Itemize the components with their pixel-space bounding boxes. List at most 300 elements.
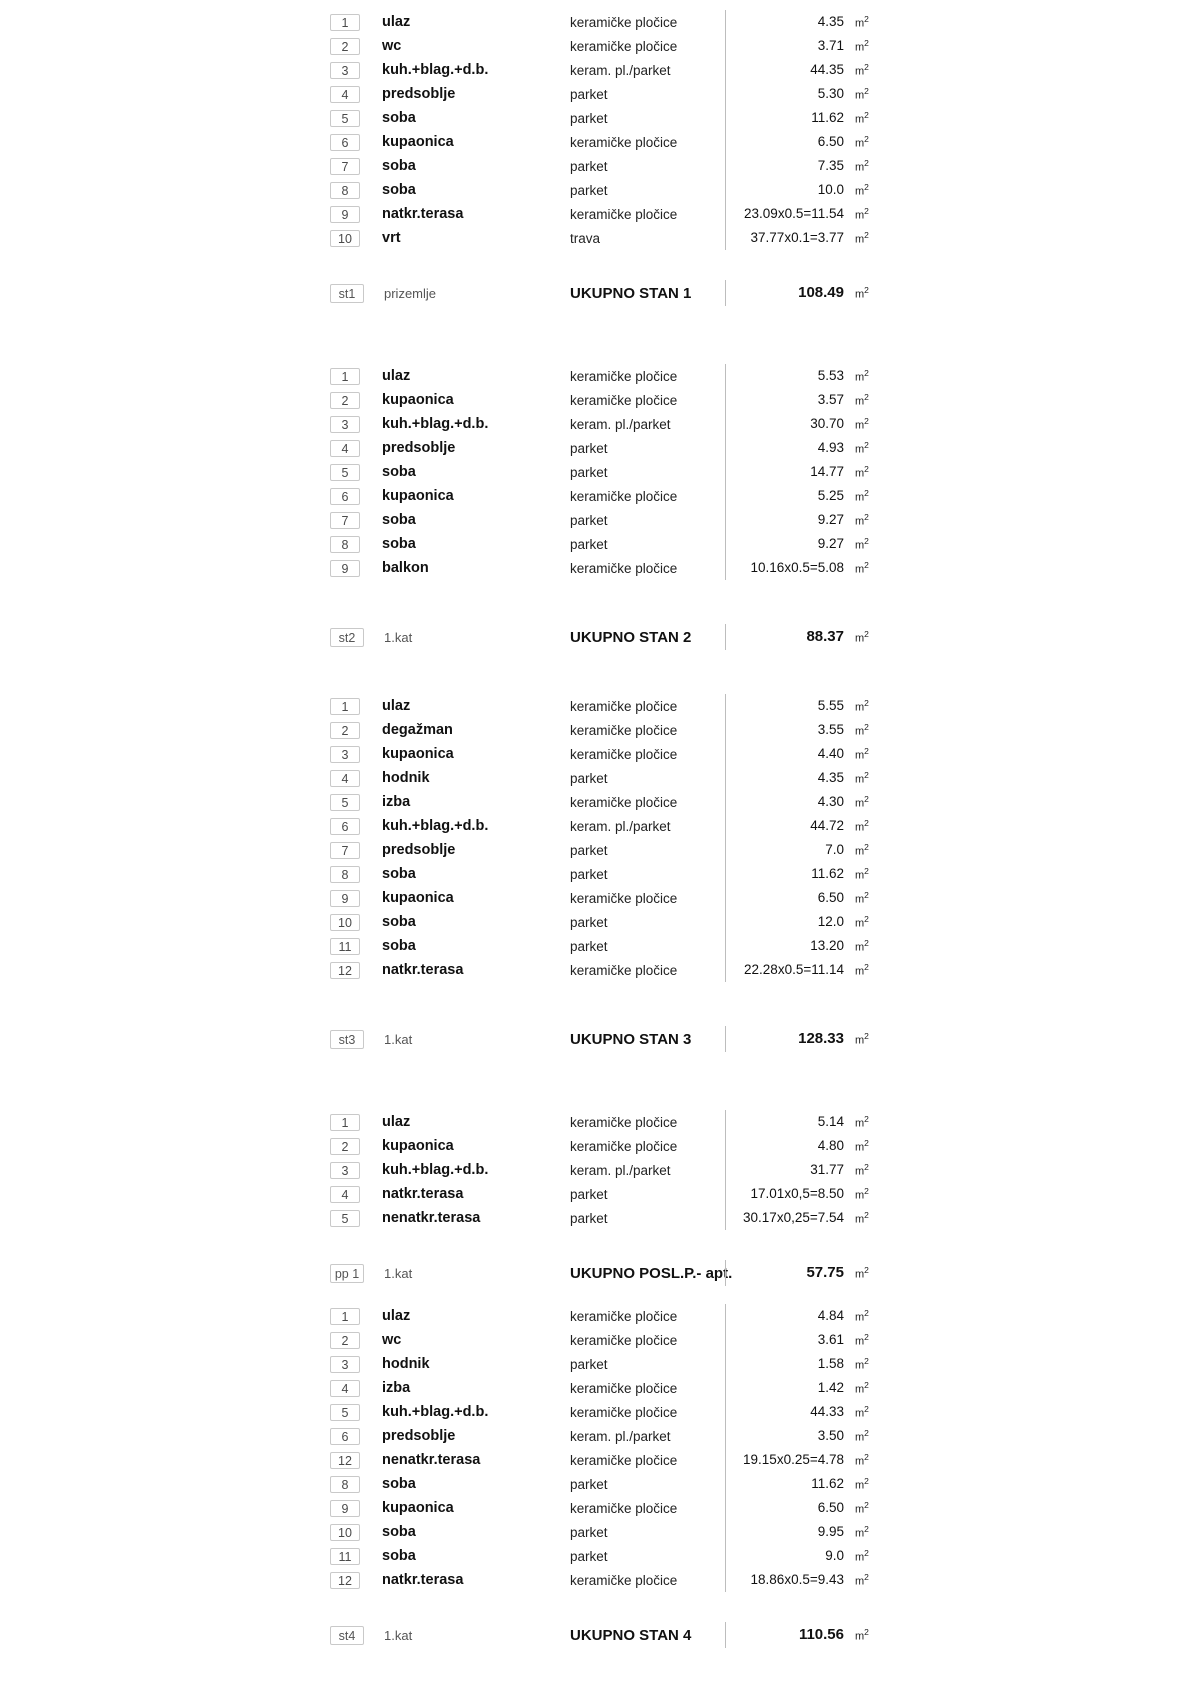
apartment-block — [330, 694, 1200, 1052]
room-row — [330, 508, 1200, 532]
area-unit: $m^2$ — [855, 368, 869, 384]
room-name: ulaz — [382, 368, 411, 384]
room-row — [330, 1496, 1200, 1520]
area-unit: $m^2$ — [855, 182, 869, 198]
room-name: degažman — [382, 722, 453, 738]
business-space-block — [330, 1110, 1200, 1286]
room-finish: parket — [570, 512, 608, 528]
spacer — [330, 982, 1200, 1026]
room-number: 8 — [330, 182, 360, 199]
room-finish: keramičke pločice — [570, 14, 678, 30]
area-unit: $m^2$ — [855, 1308, 869, 1324]
room-name: natkr.terasa — [382, 1186, 464, 1202]
room-finish: parket — [570, 464, 608, 480]
room-row — [330, 412, 1200, 436]
room-area: 6.50 — [725, 130, 850, 154]
room-area: 11.62 — [725, 862, 850, 886]
area-unit: $m^2$ — [855, 629, 869, 645]
room-name: soba — [382, 512, 416, 528]
room-finish: keramičke pločice — [570, 392, 678, 408]
area-unit: $m^2$ — [855, 1031, 869, 1047]
business-space-floor: 1.kat — [384, 1265, 413, 1281]
room-row — [330, 1520, 1200, 1544]
room-row — [330, 886, 1200, 910]
area-unit: $m^2$ — [855, 962, 869, 978]
apartment-total-label: UKUPNO STAN 4 — [570, 1626, 692, 1644]
room-row — [330, 484, 1200, 508]
room-number: 3 — [330, 62, 360, 79]
room-finish: keramičke pločice — [570, 1332, 678, 1348]
room-number: 5 — [330, 1404, 360, 1421]
spacer — [330, 1592, 1200, 1622]
room-area: 11.62 — [725, 106, 850, 130]
room-row — [330, 388, 1200, 412]
room-number: 7 — [330, 158, 360, 175]
room-area: 5.14 — [725, 1110, 850, 1134]
area-unit: $m^2$ — [855, 110, 869, 126]
apartment-code: st2 — [330, 628, 364, 647]
area-unit: $m^2$ — [855, 770, 869, 786]
spacer — [330, 580, 1200, 624]
apartment-floor: 1.kat — [384, 629, 413, 645]
area-unit: $m^2$ — [855, 1548, 869, 1564]
business-space-code: pp 1 — [330, 1264, 364, 1283]
apartment-block — [330, 364, 1200, 650]
room-area: 6.50 — [725, 886, 850, 910]
room-area: 4.30 — [725, 790, 850, 814]
room-row — [330, 1182, 1200, 1206]
room-finish: keramičke pločice — [570, 134, 678, 150]
room-finish: parket — [570, 770, 608, 786]
room-name: izba — [382, 794, 411, 810]
room-row — [330, 82, 1200, 106]
room-name: natkr.terasa — [382, 206, 464, 222]
room-number: 10 — [330, 1524, 360, 1541]
room-name: nenatkr.terasa — [382, 1210, 481, 1226]
room-row — [330, 1304, 1200, 1328]
area-unit: $m^2$ — [855, 86, 869, 102]
room-number: 10 — [330, 230, 360, 247]
business-space-total-row — [330, 1260, 1200, 1286]
room-number: 3 — [330, 1162, 360, 1179]
spacer — [330, 250, 1200, 280]
apartment-code: st1 — [330, 284, 364, 303]
spacer — [330, 650, 1200, 694]
room-finish: keramičke pločice — [570, 746, 678, 762]
room-number: 9 — [330, 560, 360, 577]
apartment-total-area: 108.49 — [725, 280, 850, 306]
room-area: 6.50 — [725, 1496, 850, 1520]
room-row — [330, 58, 1200, 82]
room-finish: parket — [570, 110, 608, 126]
spacer — [330, 1230, 1200, 1260]
room-name: soba — [382, 536, 416, 552]
room-finish: parket — [570, 1210, 608, 1226]
room-area: 9.95 — [725, 1520, 850, 1544]
room-area: 30.17x0,25=7.54 — [725, 1206, 850, 1230]
room-number: 9 — [330, 206, 360, 223]
room-finish: keram. pl./parket — [570, 1162, 671, 1178]
room-area: 3.55 — [725, 718, 850, 742]
area-unit: $m^2$ — [855, 698, 869, 714]
room-area: 12.0 — [725, 910, 850, 934]
room-number: 11 — [330, 938, 360, 955]
room-area: 5.25 — [725, 484, 850, 508]
room-area: 23.09x0.5=11.54 — [725, 202, 850, 226]
room-area: 1.42 — [725, 1376, 850, 1400]
room-finish: keramičke pločice — [570, 1380, 678, 1396]
room-area: 22.28x0.5=11.14 — [725, 958, 850, 982]
area-unit: $m^2$ — [855, 842, 869, 858]
room-area: 4.80 — [725, 1134, 850, 1158]
room-number: 1 — [330, 1308, 360, 1325]
room-area: 3.71 — [725, 34, 850, 58]
room-name: kupaonica — [382, 746, 454, 762]
room-finish: keram. pl./parket — [570, 1428, 671, 1444]
room-area: 37.77x0.1=3.77 — [725, 226, 850, 250]
room-number: 5 — [330, 794, 360, 811]
room-finish: trava — [570, 230, 601, 246]
room-number: 1 — [330, 698, 360, 715]
room-area: 44.33 — [725, 1400, 850, 1424]
room-finish: keram. pl./parket — [570, 62, 671, 78]
area-unit: $m^2$ — [855, 818, 869, 834]
room-area: 7.0 — [725, 838, 850, 862]
room-finish: parket — [570, 440, 608, 456]
room-finish: keramičke pločice — [570, 962, 678, 978]
area-unit: $m^2$ — [855, 285, 869, 301]
area-unit: $m^2$ — [855, 1627, 869, 1643]
room-area: 5.30 — [725, 82, 850, 106]
room-row — [330, 1472, 1200, 1496]
room-name: kupaonica — [382, 488, 454, 504]
room-name: ulaz — [382, 1114, 411, 1130]
room-area: 3.57 — [725, 388, 850, 412]
room-number: 4 — [330, 770, 360, 787]
room-name: kupaonica — [382, 890, 454, 906]
room-name: soba — [382, 182, 416, 198]
room-finish: parket — [570, 158, 608, 174]
room-finish: parket — [570, 1186, 608, 1202]
room-name: soba — [382, 1524, 416, 1540]
room-area: 3.50 — [725, 1424, 850, 1448]
room-finish: keram. pl./parket — [570, 416, 671, 432]
room-name: balkon — [382, 560, 429, 576]
room-number: 9 — [330, 890, 360, 907]
room-number: 6 — [330, 1428, 360, 1445]
room-name: kupaonica — [382, 392, 454, 408]
room-finish: parket — [570, 1524, 608, 1540]
room-row — [330, 460, 1200, 484]
room-row — [330, 1376, 1200, 1400]
room-number: 1 — [330, 1114, 360, 1131]
room-number: 3 — [330, 746, 360, 763]
room-name: predsoblje — [382, 440, 456, 456]
room-row — [330, 1328, 1200, 1352]
spacer — [330, 306, 1200, 364]
room-number: 6 — [330, 818, 360, 835]
room-finish: parket — [570, 938, 608, 954]
room-number: 11 — [330, 1548, 360, 1565]
room-row — [330, 1352, 1200, 1376]
room-row — [330, 178, 1200, 202]
room-finish: keramičke pločice — [570, 206, 678, 222]
area-unit: $m^2$ — [855, 1476, 869, 1492]
room-number: 4 — [330, 86, 360, 103]
apartment-block — [330, 1304, 1200, 1648]
room-finish: parket — [570, 866, 608, 882]
room-number: 8 — [330, 866, 360, 883]
area-unit: $m^2$ — [855, 1572, 869, 1588]
area-unit: $m^2$ — [855, 1186, 869, 1202]
room-area: 4.40 — [725, 742, 850, 766]
area-unit: $m^2$ — [855, 1114, 869, 1130]
room-finish: keramičke pločice — [570, 1114, 678, 1130]
room-name: soba — [382, 938, 416, 954]
room-row — [330, 694, 1200, 718]
room-area: 31.77 — [725, 1158, 850, 1182]
room-finish: parket — [570, 842, 608, 858]
room-finish: keramičke pločice — [570, 1452, 678, 1468]
room-number: 12 — [330, 962, 360, 979]
room-finish: keramičke pločice — [570, 698, 678, 714]
room-area: 5.53 — [725, 364, 850, 388]
room-row — [330, 862, 1200, 886]
room-number: 3 — [330, 416, 360, 433]
room-name: natkr.terasa — [382, 962, 464, 978]
room-finish: parket — [570, 1548, 608, 1564]
room-area: 4.84 — [725, 1304, 850, 1328]
area-unit: $m^2$ — [855, 158, 869, 174]
apartment-total-row — [330, 280, 1200, 306]
room-name: kuh.+blag.+d.b. — [382, 818, 489, 834]
apartment-total-row — [330, 624, 1200, 650]
room-number: 7 — [330, 512, 360, 529]
room-finish: keramičke pločice — [570, 1404, 678, 1420]
room-row — [330, 838, 1200, 862]
area-unit: $m^2$ — [855, 1404, 869, 1420]
room-area: 7.35 — [725, 154, 850, 178]
room-finish: keramičke pločice — [570, 794, 678, 810]
area-unit: $m^2$ — [855, 1500, 869, 1516]
area-unit: $m^2$ — [855, 1524, 869, 1540]
area-unit: $m^2$ — [855, 1332, 869, 1348]
room-name: predsoblje — [382, 842, 456, 858]
apartment-floor: 1.kat — [384, 1627, 413, 1643]
spacer — [330, 1286, 1200, 1304]
room-area: 19.15x0.25=4.78 — [725, 1448, 850, 1472]
area-unit: $m^2$ — [855, 1265, 869, 1281]
room-finish: keramičke pločice — [570, 1138, 678, 1154]
room-finish: keram. pl./parket — [570, 818, 671, 834]
room-row — [330, 202, 1200, 226]
room-number: 2 — [330, 722, 360, 739]
room-area: 44.35 — [725, 58, 850, 82]
room-name: nenatkr.terasa — [382, 1452, 481, 1468]
room-area: 4.93 — [725, 436, 850, 460]
room-area: 44.72 — [725, 814, 850, 838]
apartment-total-area: 110.56 — [725, 1622, 850, 1648]
room-finish: parket — [570, 914, 608, 930]
room-row — [330, 766, 1200, 790]
area-unit: $m^2$ — [855, 440, 869, 456]
room-name: vrt — [382, 230, 401, 246]
room-row — [330, 1568, 1200, 1592]
room-row — [330, 1134, 1200, 1158]
room-row — [330, 106, 1200, 130]
apartment-total-row — [330, 1026, 1200, 1052]
room-finish: parket — [570, 1476, 608, 1492]
apartment-total-area: 128.33 — [725, 1026, 850, 1052]
room-name: soba — [382, 1476, 416, 1492]
apartment-code: st3 — [330, 1030, 364, 1049]
room-name: soba — [382, 1548, 416, 1564]
area-unit: $m^2$ — [855, 1162, 869, 1178]
business-space-total-area: 57.75 — [725, 1260, 850, 1286]
room-finish: parket — [570, 1356, 608, 1372]
room-row — [330, 1206, 1200, 1230]
room-row — [330, 790, 1200, 814]
room-name: soba — [382, 866, 416, 882]
room-number: 1 — [330, 14, 360, 31]
room-name: kupaonica — [382, 1138, 454, 1154]
room-number: 6 — [330, 134, 360, 151]
room-row — [330, 934, 1200, 958]
room-number: 1 — [330, 368, 360, 385]
room-row — [330, 532, 1200, 556]
area-unit: $m^2$ — [855, 62, 869, 78]
room-finish: keramičke pločice — [570, 38, 678, 54]
apartment-code: st4 — [330, 1626, 364, 1645]
room-name: wc — [382, 1332, 402, 1348]
area-unit: $m^2$ — [855, 560, 869, 576]
area-unit: $m^2$ — [855, 206, 869, 222]
area-unit: $m^2$ — [855, 890, 869, 906]
room-number: 12 — [330, 1572, 360, 1589]
area-unit: $m^2$ — [855, 1138, 869, 1154]
room-area: 10.0 — [725, 178, 850, 202]
room-area: 17.01x0,5=8.50 — [725, 1182, 850, 1206]
room-area: 1.58 — [725, 1352, 850, 1376]
room-finish: keramičke pločice — [570, 890, 678, 906]
room-area: 9.0 — [725, 1544, 850, 1568]
room-number: 5 — [330, 1210, 360, 1227]
room-area: 5.55 — [725, 694, 850, 718]
room-number: 2 — [330, 38, 360, 55]
room-name: ulaz — [382, 698, 411, 714]
area-unit: $m^2$ — [855, 134, 869, 150]
room-number: 5 — [330, 464, 360, 481]
apartment-total-label: UKUPNO STAN 1 — [570, 284, 692, 302]
area-unit: $m^2$ — [855, 1380, 869, 1396]
apartment-floor: 1.kat — [384, 1031, 413, 1047]
area-unit: $m^2$ — [855, 38, 869, 54]
room-finish: keramičke pločice — [570, 1500, 678, 1516]
room-name: kupaonica — [382, 1500, 454, 1516]
room-name: kuh.+blag.+d.b. — [382, 62, 489, 78]
room-name: natkr.terasa — [382, 1572, 464, 1588]
room-row — [330, 154, 1200, 178]
room-row — [330, 814, 1200, 838]
room-row — [330, 742, 1200, 766]
room-row — [330, 718, 1200, 742]
area-unit: $m^2$ — [855, 914, 869, 930]
room-finish: keramičke pločice — [570, 1308, 678, 1324]
room-number: 2 — [330, 1138, 360, 1155]
room-finish: keramičke pločice — [570, 1572, 678, 1588]
room-row — [330, 958, 1200, 982]
room-row — [330, 910, 1200, 934]
area-unit: $m^2$ — [855, 866, 869, 882]
room-name: soba — [382, 158, 416, 174]
room-finish: parket — [570, 536, 608, 552]
room-number: 4 — [330, 1186, 360, 1203]
room-name: kuh.+blag.+d.b. — [382, 1162, 489, 1178]
room-area: 4.35 — [725, 766, 850, 790]
room-row — [330, 1400, 1200, 1424]
room-name: hodnik — [382, 770, 430, 786]
apartment-total-label: UKUPNO STAN 2 — [570, 628, 692, 646]
area-unit: $m^2$ — [855, 230, 869, 246]
room-area: 4.35 — [725, 10, 850, 34]
room-finish: keramičke pločice — [570, 560, 678, 576]
room-number: 10 — [330, 914, 360, 931]
area-unit: $m^2$ — [855, 1210, 869, 1226]
room-row — [330, 436, 1200, 460]
room-area: 9.27 — [725, 532, 850, 556]
room-name: kupaonica — [382, 134, 454, 150]
room-number: 12 — [330, 1452, 360, 1469]
room-finish: parket — [570, 182, 608, 198]
apartment-total-row — [330, 1622, 1200, 1648]
room-name: kuh.+blag.+d.b. — [382, 1404, 489, 1420]
room-finish: parket — [570, 86, 608, 102]
area-unit: $m^2$ — [855, 1452, 869, 1468]
area-unit: $m^2$ — [855, 536, 869, 552]
business-space-total-label: UKUPNO POSL.P.- apt. — [570, 1264, 733, 1282]
room-row — [330, 364, 1200, 388]
area-unit: $m^2$ — [855, 722, 869, 738]
room-name: predsoblje — [382, 1428, 456, 1444]
room-finish: keramičke pločice — [570, 368, 678, 384]
room-row — [330, 226, 1200, 250]
area-unit: $m^2$ — [855, 464, 869, 480]
area-unit: $m^2$ — [855, 14, 869, 30]
area-unit: $m^2$ — [855, 488, 869, 504]
room-name: ulaz — [382, 14, 411, 30]
room-finish: keramičke pločice — [570, 722, 678, 738]
room-name: izba — [382, 1380, 411, 1396]
apartment-total-label: UKUPNO STAN 3 — [570, 1030, 692, 1048]
room-area: 18.86x0.5=9.43 — [725, 1568, 850, 1592]
room-area: 9.27 — [725, 508, 850, 532]
area-unit: $m^2$ — [855, 794, 869, 810]
apartment-block — [330, 10, 1200, 306]
room-row — [330, 10, 1200, 34]
room-area: 10.16x0.5=5.08 — [725, 556, 850, 580]
area-unit: $m^2$ — [855, 1428, 869, 1444]
room-number: 3 — [330, 1356, 360, 1373]
room-number: 6 — [330, 488, 360, 505]
room-row — [330, 1424, 1200, 1448]
room-row — [330, 556, 1200, 580]
room-name: soba — [382, 914, 416, 930]
area-unit: $m^2$ — [855, 1356, 869, 1372]
room-name: kuh.+blag.+d.b. — [382, 416, 489, 432]
room-number: 7 — [330, 842, 360, 859]
room-number: 2 — [330, 1332, 360, 1349]
room-row — [330, 34, 1200, 58]
